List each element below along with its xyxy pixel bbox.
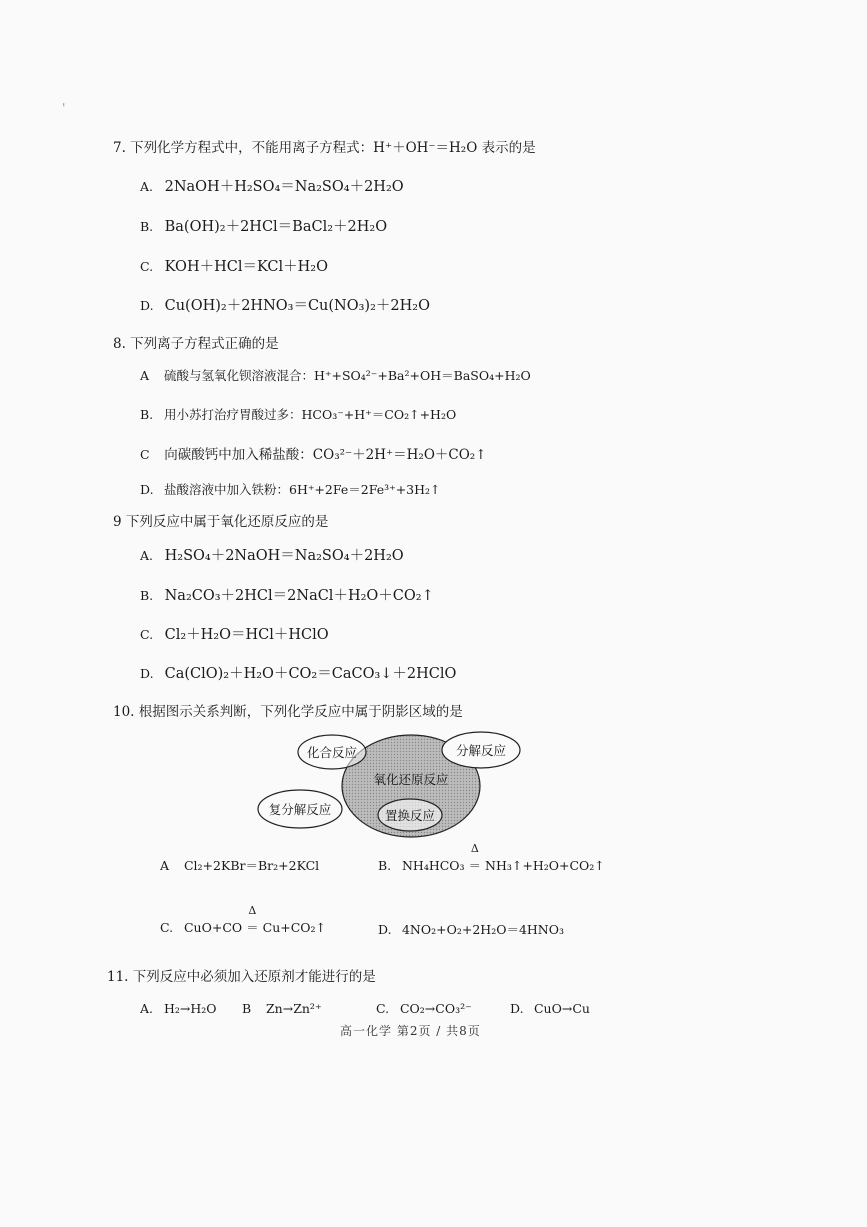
q11-option-a: A. H₂→H₂O bbox=[140, 1001, 217, 1016]
q11-option-d: D. CuO→Cu bbox=[510, 1001, 590, 1016]
question-10-stem: 10. 根据图示关系判断，下列化学反应中属于阴影区域的是 bbox=[113, 704, 463, 720]
q10-option-a: A Cl₂+2KBr＝Br₂+2KCl bbox=[160, 858, 320, 873]
q9-option-b: B. Na₂CO₃＋2HCl＝2NaCl＋H₂O＋CO₂↑ bbox=[140, 588, 434, 604]
q9-option-a: A. H₂SO₄＋2NaOH＝Na₂SO₄＋2H₂O bbox=[140, 548, 404, 564]
q7-option-a: A. 2NaOH＋H₂SO₄＝Na₂SO₄＋2H₂O bbox=[140, 179, 404, 195]
q11-option-b: B Zn→Zn²⁺ bbox=[242, 1001, 322, 1016]
q8-option-c: C 向碳酸钙中加入稀盐酸：CO₃²⁻＋2H⁺＝H₂O＋CO₂↑ bbox=[140, 447, 487, 463]
q7-option-d: D. Cu(OH)₂＋2HNO₃＝Cu(NO₃)₂＋2H₂O bbox=[140, 298, 430, 314]
label-redox: 氧化还原反应 bbox=[373, 772, 449, 787]
label-displacement: 置换反应 bbox=[384, 808, 436, 823]
question-7-stem: 7. 下列化学方程式中，不能用离子方程式：H⁺＋OH⁻＝H₂O 表示的是 bbox=[113, 140, 536, 156]
q7-option-c: C. KOH＋HCl＝KCl＋H₂O bbox=[140, 259, 328, 275]
q8-option-d: D. 盐酸溶液中加入铁粉：6H⁺+2Fe＝2Fe³⁺+3H₂↑ bbox=[140, 482, 441, 497]
q8-option-a: A 硫酸与氢氧化钡溶液混合：H⁺+SO₄²⁻+Ba²+OH＝BaSO₄+H₂O bbox=[140, 368, 531, 383]
question-8-stem: 8. 下列离子方程式正确的是 bbox=[113, 336, 279, 352]
q10-option-c: C. CuO+CO Δ ＝ Cu+CO₂↑ bbox=[160, 904, 327, 935]
question-11-stem: 11. 下列反应中必须加入还原剂才能进行的是 bbox=[107, 969, 376, 985]
question-9-stem: 9 下列反应中属于氧化还原反应的是 bbox=[113, 514, 329, 530]
q10-option-d: D. 4NO₂+O₂+2H₂O＝4HNO₃ bbox=[378, 922, 565, 937]
label-decomposition: 分解反应 bbox=[455, 743, 507, 758]
page-footer: 高一化学 第2页 / 共8页 bbox=[340, 1024, 481, 1038]
q7-option-b: B. Ba(OH)₂＋2HCl＝BaCl₂＋2H₂O bbox=[140, 219, 388, 235]
reaction-type-diagram bbox=[0, 723, 867, 843]
margin-mark: ' bbox=[62, 100, 66, 115]
condition-heat-equals: Δ ＝ bbox=[246, 904, 259, 935]
label-double-decomposition: 复分解反应 bbox=[268, 802, 332, 817]
q8-option-b: B. 用小苏打治疗胃酸过多：HCO₃⁻+H⁺＝CO₂↑+H₂O bbox=[140, 407, 457, 422]
condition-heat-equals: Δ ＝ bbox=[468, 842, 482, 873]
label-combination: 化合反应 bbox=[306, 745, 358, 760]
q10-option-b: B. NH₄HCO₃ Δ ＝ NH₃↑+H₂O+CO₂↑ bbox=[378, 842, 605, 873]
q9-option-c: C. Cl₂＋H₂O＝HCl＋HClO bbox=[140, 627, 329, 643]
q11-option-c: C. CO₂→CO₃²⁻ bbox=[376, 1001, 472, 1016]
q9-option-d: D. Ca(ClO)₂＋H₂O＋CO₂＝CaCO₃↓＋2HClO bbox=[140, 666, 457, 682]
